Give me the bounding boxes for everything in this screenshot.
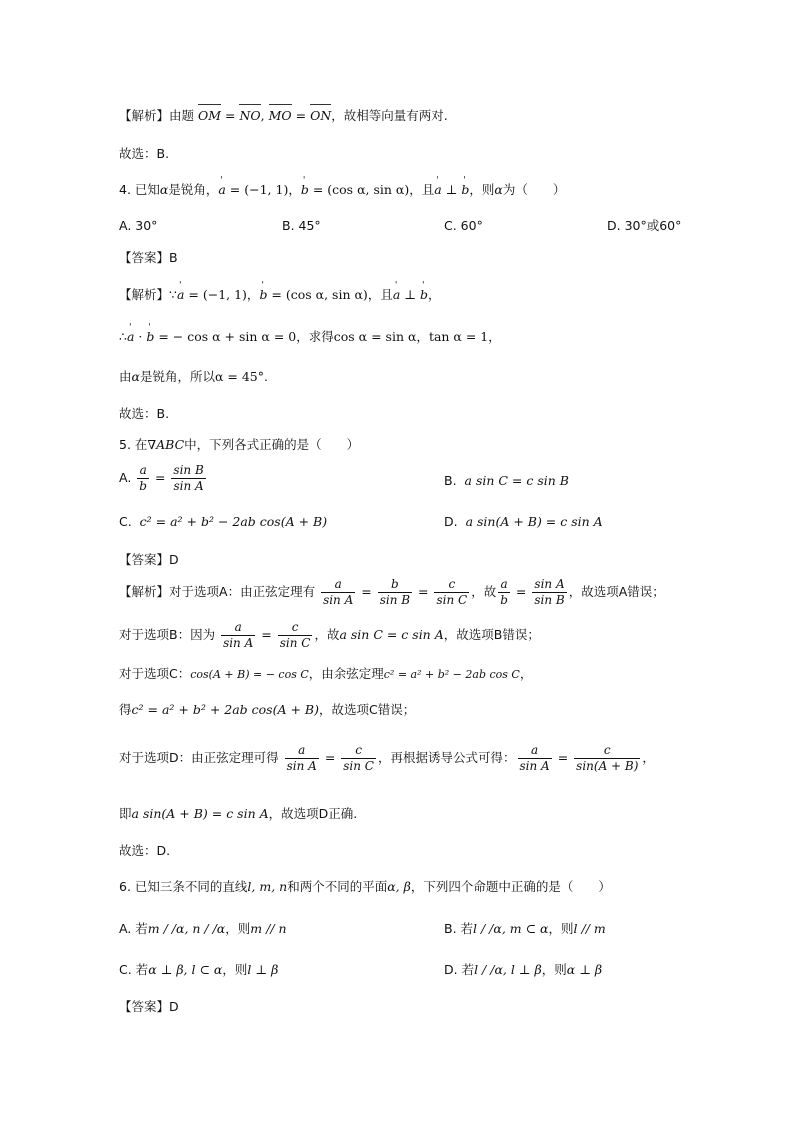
text: ，故选项C错误； bbox=[318, 702, 416, 717]
option-a bbox=[119, 463, 208, 494]
text: ， bbox=[246, 287, 260, 302]
text: 6. 已知三条不同的直线 bbox=[119, 879, 248, 894]
fraction bbox=[434, 577, 469, 608]
denominator: sin B bbox=[379, 593, 411, 607]
text: = bbox=[221, 108, 240, 123]
option-b bbox=[444, 920, 606, 938]
denominator: b bbox=[139, 479, 147, 493]
answer-line bbox=[119, 998, 179, 1016]
text: ，故相等向量有两对. bbox=[331, 108, 448, 123]
analysis-label: 【解析】 bbox=[119, 584, 170, 599]
math: α = 45°. bbox=[214, 369, 268, 384]
text: ，由余弦定理 bbox=[308, 666, 384, 681]
math: = bbox=[553, 750, 573, 765]
text: ， bbox=[519, 666, 533, 681]
text: ，故选项D正确. bbox=[268, 806, 358, 821]
answer-line bbox=[119, 551, 179, 569]
denominator: sin C bbox=[343, 759, 374, 773]
text: ， bbox=[488, 329, 501, 344]
denominator: sin B bbox=[534, 593, 565, 607]
option-label: A. 若 bbox=[119, 921, 148, 936]
fraction bbox=[518, 743, 552, 774]
fraction bbox=[278, 620, 313, 651]
answer-choice: 故选：B. bbox=[119, 146, 170, 161]
math: α ⊥ β, l ⊂ α bbox=[148, 962, 223, 977]
math: α bbox=[131, 369, 140, 384]
vector-om: OM bbox=[198, 108, 222, 123]
vector-mo: MO bbox=[268, 108, 292, 123]
math: cos(A + B) = − cos C bbox=[190, 668, 309, 681]
text: ，故 bbox=[471, 584, 497, 599]
question-6-stem bbox=[119, 878, 611, 896]
text: 是锐角，所以 bbox=[139, 369, 215, 384]
answer-label: 【答案】 bbox=[119, 250, 170, 265]
denominator: sin C bbox=[279, 636, 311, 650]
fraction bbox=[221, 620, 255, 651]
option-label: A. bbox=[119, 470, 132, 485]
analysis-line bbox=[119, 577, 665, 608]
math: l / /α, l ⊥ β bbox=[474, 962, 542, 977]
math: ∇ABC bbox=[147, 437, 185, 452]
math: = (−1, 1) bbox=[225, 182, 289, 197]
option-label: C. bbox=[119, 514, 132, 529]
vector-b: ' b bbox=[301, 181, 309, 199]
math: l ⊥ β bbox=[247, 962, 279, 977]
fraction bbox=[285, 743, 319, 774]
math: = (cos α, sin α) bbox=[308, 182, 410, 197]
math: = bbox=[257, 627, 276, 642]
option-label: D. 若 bbox=[444, 962, 475, 977]
answer-value: D bbox=[169, 552, 179, 567]
fraction bbox=[137, 463, 149, 494]
vector-no: NO bbox=[239, 108, 261, 123]
math: = (cos α, sin α) bbox=[267, 287, 368, 302]
math: l // m bbox=[573, 921, 606, 936]
numerator: b bbox=[378, 577, 412, 593]
math: = bbox=[511, 584, 531, 599]
math: l, m, n bbox=[247, 879, 288, 894]
fraction bbox=[532, 577, 566, 608]
text: 和两个不同的平面 bbox=[287, 879, 388, 894]
text: ， bbox=[288, 182, 301, 197]
math: α ⊥ β bbox=[566, 962, 603, 977]
answer-choice: 故选：D. bbox=[119, 843, 171, 858]
math: = bbox=[320, 750, 340, 765]
text: ，且 bbox=[409, 182, 435, 197]
numerator: a bbox=[498, 577, 510, 593]
analysis-line bbox=[119, 328, 501, 346]
text: ， bbox=[416, 329, 429, 344]
answer-line bbox=[119, 249, 178, 267]
fraction bbox=[171, 463, 205, 494]
denominator: sin A bbox=[173, 479, 204, 493]
text: ，则 bbox=[548, 921, 574, 936]
vector-b: ' b bbox=[461, 181, 469, 199]
analysis-label: 【解析】 bbox=[119, 287, 170, 302]
math: tan α = 1 bbox=[428, 329, 489, 344]
text: 由题 bbox=[169, 108, 195, 123]
option-label: C. 若 bbox=[119, 962, 149, 977]
numerator: a bbox=[221, 620, 255, 636]
text: 为（ ） bbox=[502, 182, 566, 197]
denominator: sin C bbox=[436, 593, 468, 607]
math: c² = a² + b² − 2ab cos C bbox=[383, 668, 520, 681]
fraction bbox=[341, 743, 376, 774]
math: = bbox=[414, 584, 433, 599]
analysis-label: 【解析】 bbox=[119, 108, 170, 123]
numerator: sin B bbox=[173, 463, 204, 477]
text: 得 bbox=[119, 702, 132, 717]
denominator: sin A bbox=[286, 759, 317, 773]
analysis-line bbox=[119, 286, 441, 304]
answer-choice: 故选：B. bbox=[119, 406, 170, 421]
math: ⊥ bbox=[441, 182, 462, 197]
fraction bbox=[378, 577, 412, 608]
math: α, β bbox=[387, 879, 411, 894]
option-a: A. 30° bbox=[119, 218, 158, 233]
analysis-line bbox=[119, 665, 532, 684]
answer-label: 【答案】 bbox=[119, 552, 170, 567]
option-d: D. 30°或60° bbox=[607, 218, 682, 233]
option-c bbox=[119, 961, 278, 979]
text: ，故选项A错误； bbox=[568, 584, 665, 599]
analysis-line bbox=[119, 743, 655, 774]
text: 由 bbox=[119, 369, 132, 384]
math: a sin C = c sin B bbox=[464, 473, 569, 488]
math: a sin(A + B) = c sin A bbox=[131, 806, 269, 821]
vector-a: ' a bbox=[434, 181, 441, 199]
analysis-line bbox=[119, 368, 268, 386]
text: 中，下列各式正确的是（ ） bbox=[184, 437, 360, 452]
option-label: B. 若 bbox=[444, 921, 474, 936]
numerator: c bbox=[341, 743, 376, 759]
answer-label: 【答案】 bbox=[119, 999, 170, 1014]
math: = (−1, 1) bbox=[184, 287, 247, 302]
option-b bbox=[444, 472, 569, 490]
option-b: B. 45° bbox=[282, 218, 321, 233]
vector-a: ' a bbox=[127, 328, 134, 346]
option-c: C. 60° bbox=[444, 218, 483, 233]
math: c² = a² + b² + 2ab cos(A + B) bbox=[131, 702, 319, 717]
numerator: a bbox=[137, 463, 149, 479]
text: ∵ bbox=[169, 287, 177, 302]
math: α bbox=[494, 182, 503, 197]
answer-value: B bbox=[169, 250, 178, 265]
numerator: c bbox=[434, 577, 469, 593]
vector-b: ' b bbox=[420, 286, 428, 304]
denominator: b bbox=[500, 593, 508, 607]
numerator: a bbox=[285, 743, 319, 759]
analysis-line bbox=[119, 701, 415, 719]
text: ，故选项B错误； bbox=[443, 627, 540, 642]
question-4-stem bbox=[119, 181, 565, 199]
math: = − cos α + sin α = 0 bbox=[154, 329, 297, 344]
math: = bbox=[150, 470, 170, 485]
numerator: sin A bbox=[532, 577, 566, 593]
fraction bbox=[321, 577, 355, 608]
text: ，且 bbox=[367, 287, 393, 302]
text: , bbox=[260, 108, 269, 123]
math: m / /α, n / /α bbox=[147, 921, 226, 936]
math: cos α = sin α bbox=[333, 329, 417, 344]
text: 5. 在 bbox=[119, 437, 148, 452]
denominator: sin A bbox=[519, 759, 550, 773]
denominator: sin A bbox=[323, 593, 354, 607]
vector-b: ' b bbox=[259, 286, 267, 304]
option-d bbox=[444, 513, 603, 531]
vector-on: ON bbox=[310, 108, 332, 123]
text: ，则 bbox=[469, 182, 495, 197]
text: 4. 已知 bbox=[119, 182, 160, 197]
text: ， bbox=[428, 287, 441, 302]
vector-a: ' a bbox=[218, 181, 225, 199]
denominator: sin A bbox=[223, 636, 254, 650]
math: l / /α, m ⊂ α bbox=[473, 921, 549, 936]
math: ⊥ bbox=[400, 287, 420, 302]
numerator: c bbox=[574, 743, 640, 759]
text: ，则 bbox=[225, 921, 251, 936]
text: 对于选项D：由正弦定理可得 bbox=[119, 750, 279, 765]
denominator: sin(A + B) bbox=[576, 759, 639, 773]
text: ，则 bbox=[541, 962, 567, 977]
numerator: c bbox=[278, 620, 313, 636]
text: ，下列四个命题中正确的是（ ） bbox=[410, 879, 611, 894]
option-a bbox=[119, 920, 287, 938]
fraction bbox=[498, 577, 510, 608]
math: a sin(A + B) = c sin A bbox=[465, 514, 603, 529]
text: ，则 bbox=[222, 962, 248, 977]
math: · bbox=[134, 329, 147, 344]
math: = bbox=[357, 584, 376, 599]
text: 即 bbox=[119, 806, 132, 821]
text: ， bbox=[642, 750, 655, 765]
math: m // n bbox=[250, 921, 287, 936]
option-d bbox=[444, 961, 602, 979]
text: 对于选项C： bbox=[119, 666, 191, 681]
vector-a: ' a bbox=[393, 286, 400, 304]
vector-a: ' a bbox=[177, 286, 184, 304]
text: ∴ bbox=[119, 329, 127, 344]
text: ，再根据诱导公式可得： bbox=[378, 750, 516, 765]
math: c² = a² + b² − 2ab cos(A + B) bbox=[139, 514, 328, 529]
math: a sin C = c sin A bbox=[339, 627, 444, 642]
text: ，求得 bbox=[296, 329, 334, 344]
text: 是锐角， bbox=[168, 182, 219, 197]
option-c bbox=[119, 513, 327, 531]
text: = bbox=[291, 108, 311, 123]
analysis-line bbox=[119, 620, 540, 651]
answer-value: D bbox=[169, 999, 179, 1014]
numerator: a bbox=[518, 743, 552, 759]
vector-b: ' b bbox=[146, 328, 154, 346]
text: ，故 bbox=[314, 627, 340, 642]
math: α bbox=[159, 182, 169, 197]
option-label: D. bbox=[444, 514, 458, 529]
analysis-line bbox=[119, 107, 448, 125]
analysis-line bbox=[119, 805, 357, 823]
text: 对于选项A：由正弦定理有 bbox=[169, 584, 316, 599]
question-5-stem bbox=[119, 436, 359, 454]
fraction bbox=[574, 743, 640, 774]
option-label: B. bbox=[444, 473, 457, 488]
numerator: a bbox=[321, 577, 355, 593]
text: 对于选项B：因为 bbox=[119, 627, 216, 642]
